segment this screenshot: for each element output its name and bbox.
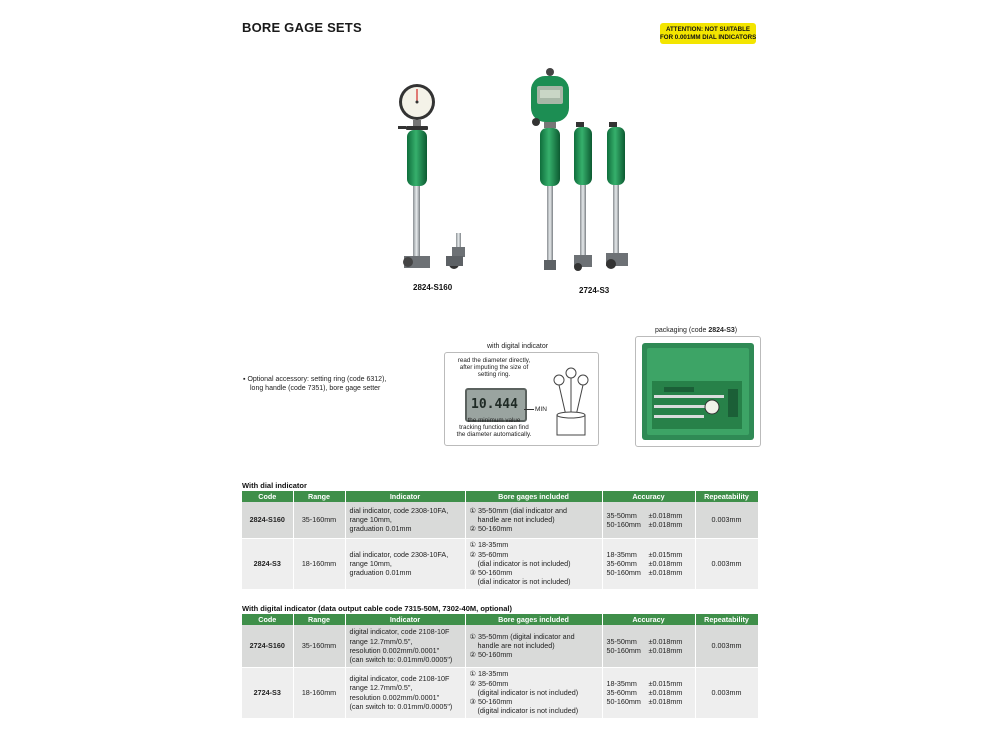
table-row xyxy=(242,625,758,667)
cell-indicator: dial indicator, code 2308-10FA, range 10mm, graduation 0.01mm xyxy=(345,502,465,538)
table-header-row xyxy=(242,491,758,502)
cell-bore-gages: ① 35-50mm (dial indicator and handle are not included) ② 50-160mm xyxy=(465,502,602,538)
cell-code: 2824-S3 xyxy=(242,538,293,589)
cell-indicator: digital indicator, code 2108-10F range 12.7mm/0.5", resolution 0.002mm/0.0001" (can switch to: 0.01mm/0.0005") xyxy=(345,667,465,718)
col-header-repeatability: Repeatability xyxy=(695,614,758,625)
cell-range: 18-160mm xyxy=(293,538,345,589)
cell-accuracy: 18-35mm ±0.015mm 35-60mm ±0.018mm 50-160mm ±0.018mm xyxy=(602,667,695,718)
col-header-accuracy: Accuracy xyxy=(602,614,695,625)
cell-repeatability: 0.003mm xyxy=(695,625,758,667)
cell-repeatability: 0.003mm xyxy=(695,667,758,718)
extension-handle-1 xyxy=(574,122,592,271)
cell-bore-gages: ① 18-35mm ② 35-60mm (digital indicator is not included) ③ 50-160mm (digital indicator is not included) xyxy=(465,667,602,718)
bore-gage-illustration xyxy=(380,60,660,285)
cell-repeatability: 0.003mm xyxy=(695,502,758,538)
col-header-bore-gages: Bore gages included xyxy=(465,491,602,502)
col-header-indicator: Indicator xyxy=(345,614,465,625)
digital-panel-top-text: read the diameter directly, after imputing the size of setting ring. xyxy=(457,357,531,379)
product-label-2824: 2824-S160 xyxy=(413,283,453,292)
col-header-range: Range xyxy=(293,614,345,625)
table-row xyxy=(242,502,758,538)
dial-table-title: With dial indicator xyxy=(242,481,307,490)
attention-badge xyxy=(660,23,756,44)
cell-code: 2724-S160 xyxy=(242,625,293,667)
ring-measure-diagram xyxy=(545,365,595,441)
extension-handle-2 xyxy=(606,122,628,269)
digital-panel-bottom-text: the minimum value tracking function can find the diameter automatically. xyxy=(456,417,532,439)
product-label-2724: 2724-S3 xyxy=(579,286,610,295)
cell-accuracy: 35-50mm ±0.018mm 50-160mm ±0.018mm xyxy=(602,625,695,667)
col-header-repeatability: Repeatability xyxy=(695,491,758,502)
packaging-caption: packaging (code 2824-S3) xyxy=(655,327,738,334)
page-title: BORE GAGE SETS xyxy=(242,20,362,35)
col-header-range: Range xyxy=(293,491,345,502)
cell-accuracy: 35-50mm ±0.018mm 50-160mm ±0.018mm xyxy=(602,502,695,538)
attention-line-2: FOR 0.001MM DIAL INDICATORS xyxy=(660,34,757,41)
cell-indicator: digital indicator, code 2108-10F range 12.7mm/0.5", resolution 0.002mm/0.0001" (can switch to: 0.01mm/0.0005") xyxy=(345,625,465,667)
accessory-note xyxy=(243,375,386,393)
packaging-panel xyxy=(635,336,761,447)
accessory-note-line-2: long handle (code 7351), bore gage setter xyxy=(250,385,381,392)
table-row xyxy=(242,667,758,718)
dial-indicator-table xyxy=(242,491,759,590)
digital-table-title: With digital indicator (data output cable code 7315-50M, 7302-40M, optional) xyxy=(242,604,512,613)
col-header-accuracy: Accuracy xyxy=(602,491,695,502)
cell-bore-gages: ① 18-35mm ② 35-60mm (dial indicator is not included) ③ 50-160mm (dial indicator is not included) xyxy=(465,538,602,589)
cell-range: 35-160mm xyxy=(293,625,345,667)
cell-bore-gages: ① 35-50mm (digital indicator and handle are not included) ② 50-160mm xyxy=(465,625,602,667)
digital-panel xyxy=(444,352,599,446)
col-header-bore-gages: Bore gages included xyxy=(465,614,602,625)
cell-accuracy: 18-35mm ±0.015mm 35-60mm ±0.018mm 50-160mm ±0.018mm xyxy=(602,538,695,589)
packaging-case-image xyxy=(642,343,754,440)
accessory-note-line-1: ▪ Optional accessory: setting ring (code 6312), xyxy=(243,376,387,383)
table-row xyxy=(242,538,758,589)
min-label: MIN xyxy=(535,406,547,413)
col-header-code: Code xyxy=(242,491,293,502)
cell-indicator: dial indicator, code 2308-10FA, range 10mm, graduation 0.01mm xyxy=(345,538,465,589)
dial-gage-2824 xyxy=(398,84,465,269)
table-header-row xyxy=(242,614,758,625)
min-pointer-line xyxy=(524,409,534,410)
col-header-indicator: Indicator xyxy=(345,491,465,502)
cell-range: 18-160mm xyxy=(293,667,345,718)
cell-code: 2724-S3 xyxy=(242,667,293,718)
digital-indicator-table xyxy=(242,614,759,719)
col-header-code: Code xyxy=(242,614,293,625)
cell-repeatability: 0.003mm xyxy=(695,538,758,589)
cell-code: 2824-S160 xyxy=(242,502,293,538)
lcd-value: 10.444 xyxy=(471,397,518,412)
cell-range: 35-160mm xyxy=(293,502,345,538)
attention-line-1: ATTENTION: NOT SUITABLE xyxy=(666,26,750,33)
digital-gage-2724 xyxy=(531,68,569,270)
digital-panel-caption: with digital indicator xyxy=(487,343,549,350)
